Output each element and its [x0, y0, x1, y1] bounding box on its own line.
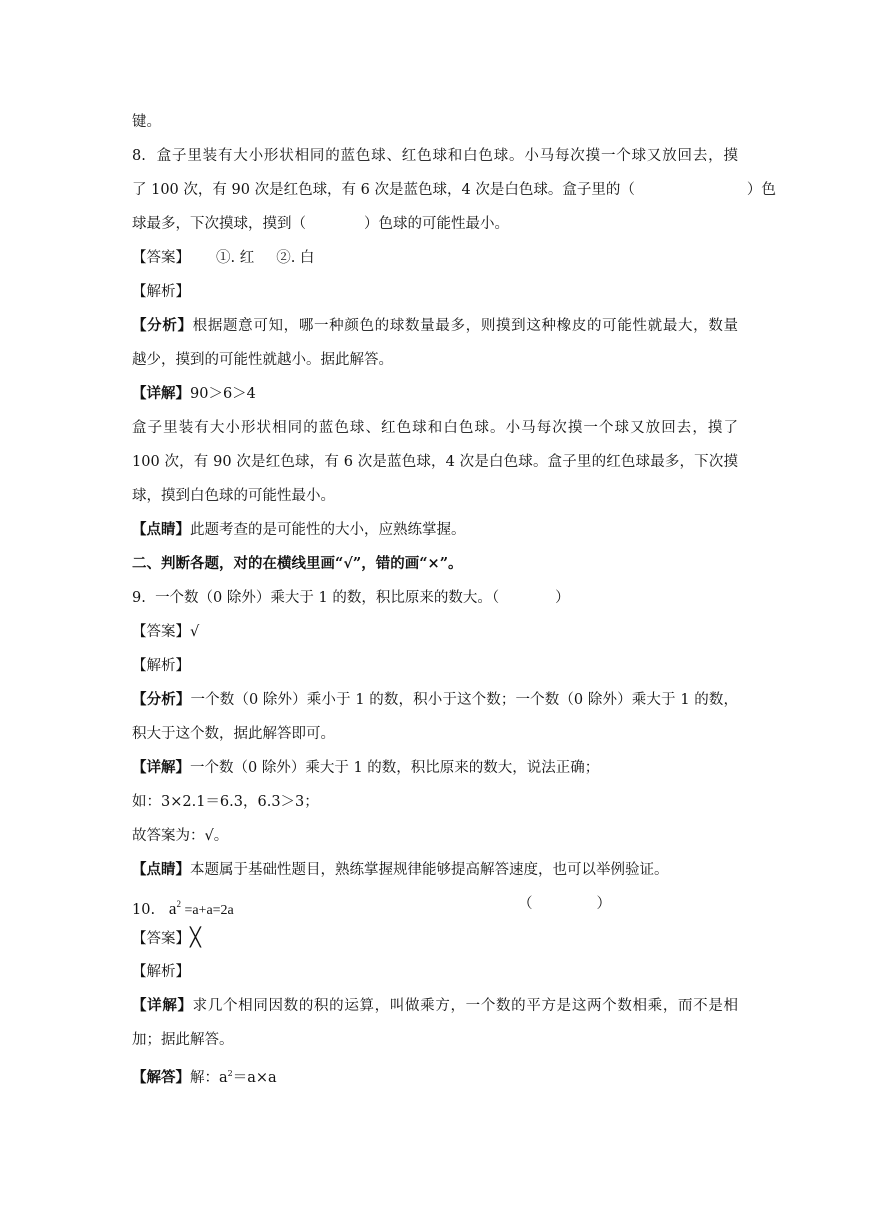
answer-line [132, 921, 738, 955]
answer-line [132, 241, 738, 275]
section-title: 二、判断各题，对的在横线里画“√”，错的画“×”。 [132, 555, 463, 572]
detail-text: 求几个相同因数的积的运算，叫做乘方，一个数的平方是这两个数相乘，而不是相 [192, 998, 739, 1014]
analysis-text: 越少，摸到的可能性就越小。据此解答。 [132, 352, 393, 368]
question-text: 一个数（0 除外）乘大于 1 的数，积比原来的数大。（ [155, 590, 500, 606]
analysis-line [132, 309, 738, 343]
paren-open: （ [518, 896, 533, 912]
question-number: 10. [132, 902, 156, 918]
detail-line [132, 1023, 738, 1057]
solution-text: ＝a×a [232, 1070, 277, 1086]
section-heading [132, 547, 738, 581]
formula [168, 899, 234, 918]
question-9 [132, 581, 738, 615]
answer-value: ②. 白 [276, 250, 315, 266]
analysis-heading [132, 649, 738, 683]
formula-exponent: 2 [176, 899, 181, 909]
example-line [132, 785, 738, 819]
detail-line [132, 989, 738, 1023]
detail-line [132, 445, 738, 479]
paren-close: ） [596, 896, 611, 912]
question-text: ）色球的可能性最小。 [364, 216, 509, 232]
analysis-tag: 【解析】 [132, 964, 190, 980]
comment-line [132, 513, 738, 547]
document-page [132, 105, 776, 1091]
detail-text: 100 次，有 90 次是红色球，有 6 次是蓝色球，4 次是白色球。盒子里的红色球最多，下次摸 [132, 454, 738, 470]
analysis-text: 一个数（0 除外）乘小于 1 的数，积小于这个数；一个数（0 除外）乘大于 1 的数， [190, 692, 739, 708]
solution-exponent: 2 [227, 1069, 233, 1078]
answer-line [132, 615, 738, 649]
answer-tag: 【答案】 [132, 624, 190, 640]
conclusion-line [132, 819, 738, 853]
question-10 [132, 887, 738, 921]
section-tag: 【详解】 [132, 997, 193, 1014]
section-tag: 【详解】 [132, 385, 190, 402]
text-line [132, 105, 738, 139]
detail-text: 一个数（0 除外）乘大于 1 的数，积比原来的数大，说法正确； [190, 760, 600, 776]
question-text: 球最多，下次摸球，摸到（ [132, 216, 306, 232]
detail-line [132, 751, 738, 785]
analysis-line [132, 343, 738, 377]
answer-parentheses [518, 887, 611, 921]
section-tag: 【分析】 [132, 691, 191, 708]
formula-rest: =a+a=2a [184, 903, 234, 918]
question-8-line-3 [132, 207, 738, 241]
analysis-text: 积大于这个数，据此解答即可。 [132, 726, 335, 742]
analysis-heading [132, 955, 738, 989]
analysis-heading [132, 275, 738, 309]
solution-line [132, 1057, 738, 1091]
analysis-tag: 【解析】 [132, 658, 190, 674]
conclusion-text: 故答案为：√。 [132, 828, 229, 844]
section-tag: 【点睛】 [132, 861, 190, 878]
section-tag: 【解答】 [132, 1069, 190, 1086]
section-tag: 【点睛】 [132, 521, 190, 538]
question-number: 9. [132, 590, 146, 606]
detail-line [132, 411, 738, 445]
detail-line [132, 377, 738, 411]
question-text: 盒子里装有大小形状相同的蓝色球、红色球和白色球。小马每次摸一个球又放回去，摸 [156, 148, 738, 164]
analysis-line [132, 683, 738, 717]
question-8 [132, 139, 776, 241]
section-tag: 【详解】 [132, 759, 190, 776]
detail-line [132, 479, 738, 513]
solution-text: 解：a [190, 1070, 228, 1086]
question-text: ） [555, 590, 570, 606]
detail-text: 加；据此解答。 [132, 1032, 234, 1048]
analysis-line [132, 717, 738, 751]
question-8-line-2 [132, 173, 776, 207]
section-tag: 【分析】 [132, 317, 193, 334]
text: 键。 [132, 114, 161, 130]
example-text: 如：3×2.1＝6.3，6.3＞3； [132, 794, 319, 810]
question-text: ）色 [746, 182, 776, 198]
analysis-tag: 【解析】 [132, 284, 190, 300]
comment-text: 此题考查的是可能性的大小，应熟练掌握。 [190, 522, 466, 538]
detail-text: 球，摸到白色球的可能性最小。 [132, 488, 335, 504]
detail-text: 盒子里装有大小形状相同的蓝色球、红色球和白色球。小马每次摸一个球又放回去，摸了 [132, 420, 738, 436]
answer-tag: 【答案】 [132, 250, 190, 266]
detail-text: 90＞6＞4 [190, 386, 256, 402]
comment-text: 本题属于基础性题目，熟练掌握规律能够提高解答速度，也可以举例验证。 [190, 862, 669, 878]
check-mark: √ [190, 624, 200, 640]
cross-mark: ╳ [190, 927, 201, 948]
comment-line [132, 853, 738, 887]
formula-base: a [168, 899, 177, 918]
question-8-line-1 [132, 139, 738, 173]
answer-tag: 【答案】 [132, 931, 190, 947]
analysis-text: 根据题意可知，哪一种颜色的球数量最多，则摸到这种橡皮的可能性就最大，数量 [192, 318, 739, 334]
question-text: 了 100 次，有 90 次是红色球，有 6 次是蓝色球，4 次是白色球。盒子里的（ [132, 182, 635, 198]
answer-value: ①. 红 [216, 250, 255, 266]
question-number: 8. [132, 148, 146, 164]
